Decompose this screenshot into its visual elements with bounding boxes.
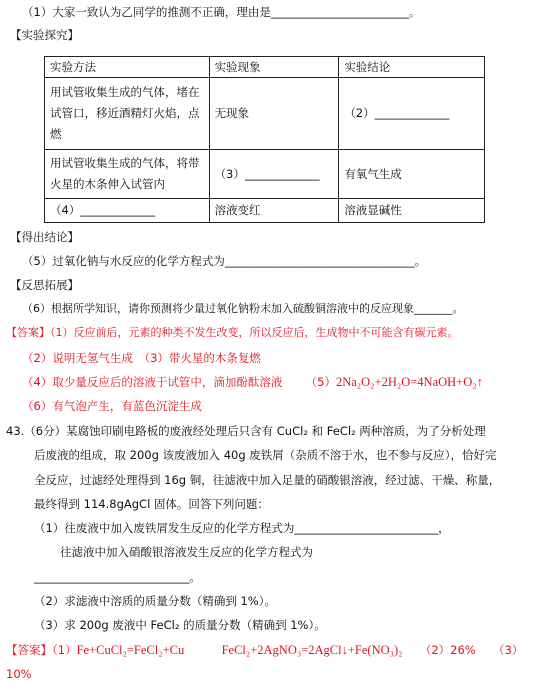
question-43-sub-1a: （1）往废液中加入废铁屑发生反应的化学方程式为_________________________， bbox=[34, 521, 450, 535]
question-43-line-2: 后废液的组成，取 200g 该废液加入 40g 废铁屑（杂质不溶于水，也不参与反应），恰好完 bbox=[34, 448, 497, 462]
table-header: 实验方法 bbox=[45, 57, 210, 78]
table-cell: 溶液变红 bbox=[209, 199, 339, 223]
answer-5-label: （5） bbox=[305, 375, 336, 389]
answer-43-3-value: 10% bbox=[6, 667, 32, 681]
question-6: （6）根据所学知识，请你预测将少量过氧化钠粉末加入硫酸铜溶液中的反应现象_______。 bbox=[22, 302, 464, 315]
table-cell: 溶液显碱性 bbox=[339, 199, 485, 223]
table-header-row bbox=[45, 57, 485, 78]
answer-5-equation: 2Na₂O₂+2H₂O=4NaOH+O₂↑ bbox=[335, 375, 483, 389]
experiment-table bbox=[44, 56, 485, 223]
section-heading-reflect: 【反思拓展】 bbox=[10, 278, 79, 292]
answer-43-3-label: （3） bbox=[493, 643, 524, 657]
section-heading-explore: 【实验探究】 bbox=[10, 28, 79, 42]
table-cell: 用试管收集生成的气体，堵在试管口，移近酒精灯火焰，点燃 bbox=[45, 78, 210, 150]
question-43-sub-1b: 往滤液中加入硝酸银溶液发生反应的化学方程式为 bbox=[60, 545, 313, 559]
question-43-line-4: 最终得到 114.8gAgCl 固体。回答下列问题： bbox=[34, 497, 269, 511]
answer-43-1-eq2: FeCl₂+2AgNO₃=2AgCl↓+Fe(NO₃)₂ bbox=[221, 643, 403, 657]
answer-43-1-label: （1） bbox=[52, 643, 77, 657]
answer-block-1 bbox=[6, 325, 459, 341]
answer-4-5 bbox=[22, 374, 483, 390]
table-cell: （3）_____________ bbox=[209, 150, 339, 199]
table-row bbox=[45, 150, 485, 199]
answer-1: （1）反应前后，元素的种类不发生改变，所以反应后，生成物中不可能含有碳元素。 bbox=[50, 326, 459, 339]
answer-2-3: （2）说明无氢气生成 （3）带火星的木条复燃 bbox=[22, 351, 261, 365]
section-heading-conclusion: 【得出结论】 bbox=[10, 230, 79, 244]
answer-4: （4）取少量反应后的溶液于试管中，滴加酚酞溶液 bbox=[22, 375, 283, 389]
table-row bbox=[45, 199, 485, 223]
answer-43-2: （2）26% bbox=[419, 643, 476, 657]
question-5: （5）过氧化钠与水反应的化学方程式为_________________________________。 bbox=[22, 254, 427, 268]
answer-tag: 【答案】 bbox=[6, 326, 50, 339]
answer-tag: 【答案】 bbox=[6, 643, 52, 657]
table-cell: （2）_____________ bbox=[339, 78, 485, 150]
answer-43-1-eq1: Fe+CuCl₂=FeCl₂+Cu bbox=[76, 643, 185, 657]
table-cell: （4）_____________ bbox=[45, 199, 210, 223]
answer-6: （6）有气泡产生，有蓝色沉淀生成 bbox=[22, 399, 202, 413]
table-cell: 有氧气生成 bbox=[339, 150, 485, 199]
table-cell: 无现象 bbox=[209, 78, 339, 150]
question-43-sub-2: （2）求滤液中溶质的质量分数（精确到 1%）。 bbox=[34, 594, 276, 608]
question-43-line-3: 全反应，过滤经处理得到 16g 铜，往滤液中加入足量的硝酸银溶液，经过滤、干燥、称量， bbox=[34, 473, 501, 487]
table-row bbox=[45, 78, 485, 150]
question-43-sub-3: （3）求 200g 废液中 FeCl₂ 的质量分数（精确到 1%）。 bbox=[34, 618, 326, 632]
table-header: 实验结论 bbox=[339, 57, 485, 78]
table-header: 实验现象 bbox=[209, 57, 339, 78]
question-1: （1）大家一致认为乙同学的推测不正确，理由是________________________。 bbox=[22, 5, 421, 19]
question-43-line-1: 43.（6分）某腐蚀印刷电路板的废液经处理后只含有 CuCl₂ 和 FeCl₂ 两种溶质，为了分析处理 bbox=[6, 424, 486, 438]
answer-block-2 bbox=[6, 642, 523, 658]
question-43-sub-1c: ___________________________。 bbox=[34, 570, 201, 584]
table-cell: 用试管收集生成的气体，将带火星的木条伸入试管内 bbox=[45, 150, 210, 199]
